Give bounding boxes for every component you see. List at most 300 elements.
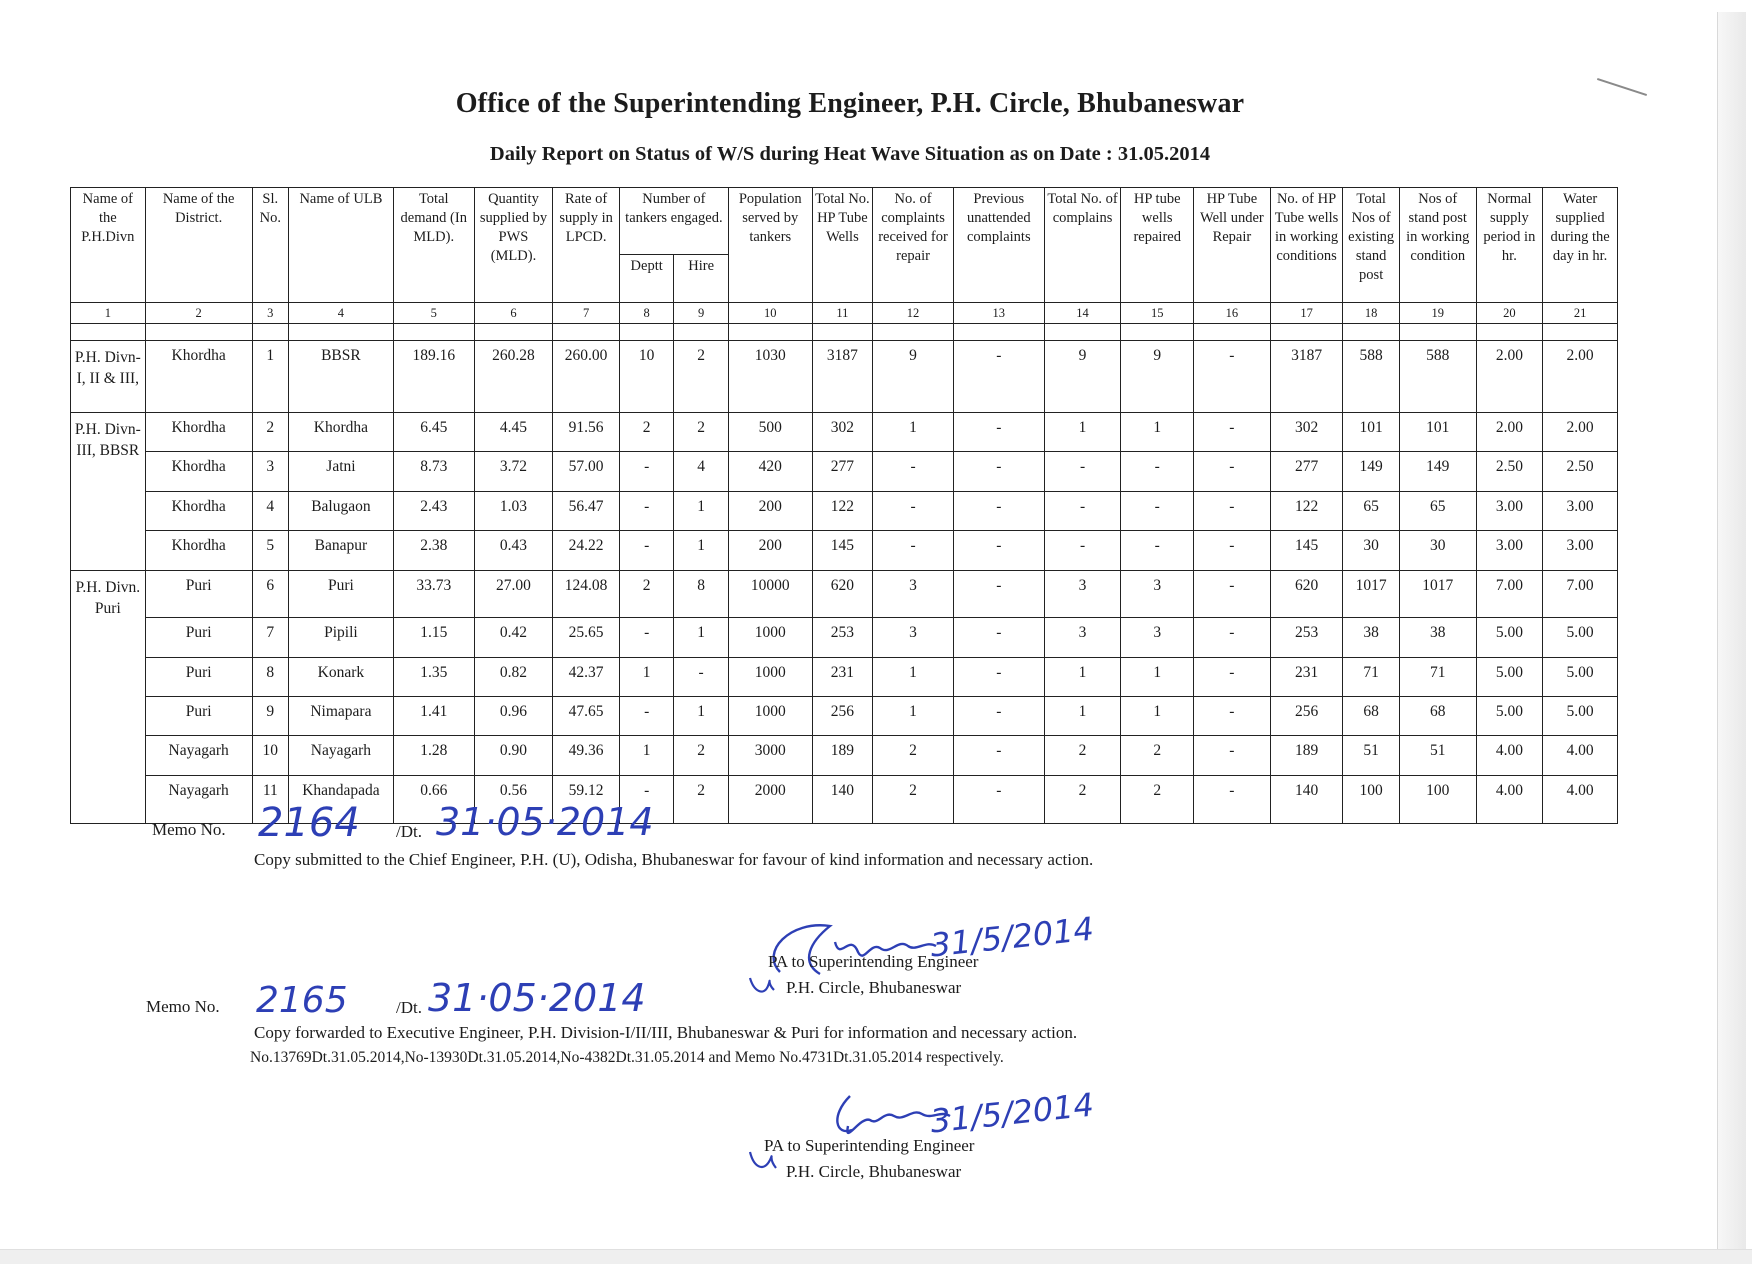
cell-working: 620 — [1270, 570, 1343, 618]
cell-district: Puri — [145, 657, 252, 696]
cell-stand-working: 1017 — [1399, 570, 1476, 618]
cell-stand-total: 38 — [1343, 618, 1400, 657]
cell-supplied: 27.00 — [474, 570, 553, 618]
cell-demand: 1.41 — [393, 696, 474, 735]
page-edge — [1717, 12, 1746, 1252]
cell-supplied: 0.82 — [474, 657, 553, 696]
cell-deptt: - — [619, 452, 673, 491]
cell-ulb: Balugaon — [288, 491, 393, 530]
cell-under-repair: - — [1194, 491, 1271, 530]
cell-demand: 1.35 — [393, 657, 474, 696]
col-header-supplied: Quantity supplied by PWS (MLD). — [474, 188, 553, 303]
cell-under-repair: - — [1194, 341, 1271, 413]
column-number-cell: 10 — [728, 303, 812, 324]
memo2-date: 31·05·2014 — [428, 976, 646, 1020]
cell-total-complaints: 1 — [1044, 657, 1121, 696]
cell-complaints: 1 — [873, 696, 954, 735]
cell-supplied: 0.43 — [474, 531, 553, 570]
cell-ulb: Banapur — [288, 531, 393, 570]
cell-hp-total: 277 — [812, 452, 873, 491]
cell-district: Khordha — [145, 341, 252, 413]
cell-working: 231 — [1270, 657, 1343, 696]
cell-ulb: BBSR — [288, 341, 393, 413]
cell-total-complaints: 3 — [1044, 570, 1121, 618]
cell-prev: - — [953, 696, 1044, 735]
cell-demand: 0.66 — [393, 775, 474, 823]
cell-rate: 57.00 — [553, 452, 620, 491]
cell-rate: 49.36 — [553, 736, 620, 775]
cell-demand: 2.38 — [393, 531, 474, 570]
cell-repaired: - — [1121, 531, 1194, 570]
blank-cell — [1399, 324, 1476, 341]
cell-supplied: 3.72 — [474, 452, 553, 491]
cell-prev: - — [953, 618, 1044, 657]
column-number-cell: 4 — [288, 303, 393, 324]
cell-population: 2000 — [728, 775, 812, 823]
cell-demand: 1.28 — [393, 736, 474, 775]
cell-sl: 10 — [252, 736, 288, 775]
status-table — [70, 187, 1618, 824]
blank-cell — [393, 324, 474, 341]
cell-sl: 8 — [252, 657, 288, 696]
cell-hire: 2 — [674, 736, 728, 775]
cell-under-repair: - — [1194, 618, 1271, 657]
col-header-hp-total: Total No. HP Tube Wells — [812, 188, 873, 303]
cell-demand: 2.43 — [393, 491, 474, 530]
blank-cell — [953, 324, 1044, 341]
col-header-population: Population served by tankers — [728, 188, 812, 303]
cell-prev: - — [953, 341, 1044, 413]
cell-stand-working: 51 — [1399, 736, 1476, 775]
cell-normal: 5.00 — [1476, 657, 1543, 696]
column-number-cell: 9 — [674, 303, 728, 324]
column-number-cell: 21 — [1543, 303, 1618, 324]
cell-deptt: 2 — [619, 412, 673, 451]
cell-complaints: 2 — [873, 775, 954, 823]
column-number-cell: 2 — [145, 303, 252, 324]
cell-hp-total: 231 — [812, 657, 873, 696]
table-row — [71, 736, 1618, 775]
cell-deptt: - — [619, 775, 673, 823]
cell-population: 10000 — [728, 570, 812, 618]
col-header-stand-total: Total Nos of existing stand post — [1343, 188, 1400, 303]
cell-normal: 5.00 — [1476, 618, 1543, 657]
cell-ulb: Konark — [288, 657, 393, 696]
cell-stand-total: 1017 — [1343, 570, 1400, 618]
cell-population: 3000 — [728, 736, 812, 775]
cell-rate: 25.65 — [553, 618, 620, 657]
cell-under-repair: - — [1194, 775, 1271, 823]
cell-total-complaints: 1 — [1044, 696, 1121, 735]
memo1-date: 31·05·2014 — [436, 800, 654, 844]
column-number-row — [71, 303, 1618, 324]
signature2-line2: P.H. Circle, Bhubaneswar — [786, 1162, 962, 1181]
cell-working: 189 — [1270, 736, 1343, 775]
memo1-label: Memo No. — [152, 820, 226, 839]
blank-cell — [252, 324, 288, 341]
col-header-normal: Normal supply period in hr. — [1476, 188, 1543, 303]
cell-hp-total: 256 — [812, 696, 873, 735]
cell-stand-total: 100 — [1343, 775, 1400, 823]
cell-repaired: 3 — [1121, 570, 1194, 618]
cell-complaints: 9 — [873, 341, 954, 413]
blank-cell — [71, 324, 146, 341]
cell-stand-working: 38 — [1399, 618, 1476, 657]
cell-hire: 2 — [674, 412, 728, 451]
cell-rate: 59.12 — [553, 775, 620, 823]
column-number-cell: 17 — [1270, 303, 1343, 324]
cell-stand-total: 65 — [1343, 491, 1400, 530]
cell-hire: 1 — [674, 491, 728, 530]
signature2-line1: PA to Superintending Engineer — [764, 1136, 975, 1155]
blank-row — [71, 324, 1618, 341]
blank-cell — [1343, 324, 1400, 341]
blank-cell — [619, 324, 673, 341]
col-header-sl: Sl. No. — [252, 188, 288, 303]
blank-cell — [873, 324, 954, 341]
cell-total-complaints: - — [1044, 531, 1121, 570]
cell-normal: 3.00 — [1476, 531, 1543, 570]
cell-demand: 1.15 — [393, 618, 474, 657]
cell-stand-working: 100 — [1399, 775, 1476, 823]
column-number-cell: 13 — [953, 303, 1044, 324]
cell-supplied: 0.42 — [474, 618, 553, 657]
cell-working: 145 — [1270, 531, 1343, 570]
cell-ulb: Nimapara — [288, 696, 393, 735]
cell-hire: 1 — [674, 696, 728, 735]
cell-working: 256 — [1270, 696, 1343, 735]
cell-supplied-hr: 3.00 — [1543, 531, 1618, 570]
col-header-prev: Previous unattended complaints — [953, 188, 1044, 303]
blank-cell — [145, 324, 252, 341]
cell-demand: 33.73 — [393, 570, 474, 618]
cell-hire: 8 — [674, 570, 728, 618]
cell-complaints: 3 — [873, 618, 954, 657]
cell-under-repair: - — [1194, 736, 1271, 775]
cell-deptt: - — [619, 618, 673, 657]
memo2-number: 2165 — [256, 980, 348, 1021]
cell-normal: 2.50 — [1476, 452, 1543, 491]
cell-working: 253 — [1270, 618, 1343, 657]
cell-ulb: Khordha — [288, 412, 393, 451]
cell-supplied: 0.90 — [474, 736, 553, 775]
column-number-cell: 11 — [812, 303, 873, 324]
cell-under-repair: - — [1194, 696, 1271, 735]
signature2-date: 31/5/2014 — [928, 1085, 1096, 1141]
column-number-cell: 3 — [252, 303, 288, 324]
memo2-refs: No.13769Dt.31.05.2014,No-13930Dt.31.05.2014,No-4382Dt.31.05.2014 and Memo No.4731Dt.31.05.2014 respectively. — [250, 1049, 1004, 1066]
division-cell: P.H. Divn-I, II & III, — [71, 341, 146, 413]
memo2-label: Memo No. — [146, 997, 220, 1016]
cell-hp-total: 3187 — [812, 341, 873, 413]
cell-prev: - — [953, 570, 1044, 618]
col-header-tankers: Number of tankers engaged. — [619, 188, 728, 255]
cell-district: Nayagarh — [145, 736, 252, 775]
signature1-line2: P.H. Circle, Bhubaneswar — [786, 978, 962, 997]
cell-sl: 4 — [252, 491, 288, 530]
cell-sl: 5 — [252, 531, 288, 570]
col-header-demand: Total demand (In MLD). — [393, 188, 474, 303]
cell-supplied: 4.45 — [474, 412, 553, 451]
cell-stand-total: 68 — [1343, 696, 1400, 735]
table-row — [71, 618, 1618, 657]
cell-sl: 3 — [252, 452, 288, 491]
col-header-stand-working: Nos of stand post in working condition — [1399, 188, 1476, 303]
cell-stand-working: 149 — [1399, 452, 1476, 491]
col-header-supplied-hr: Water supplied during the day in hr. — [1543, 188, 1618, 303]
cell-supplied-hr: 3.00 — [1543, 491, 1618, 530]
cell-prev: - — [953, 491, 1044, 530]
cell-hire: 4 — [674, 452, 728, 491]
column-number-cell: 8 — [619, 303, 673, 324]
col-header-deptt: Deptt — [619, 255, 673, 303]
cell-stand-working: 101 — [1399, 412, 1476, 451]
cell-normal: 4.00 — [1476, 775, 1543, 823]
cell-working: 3187 — [1270, 341, 1343, 413]
cell-sl: 11 — [252, 775, 288, 823]
blank-cell — [553, 324, 620, 341]
cell-total-complaints: - — [1044, 491, 1121, 530]
cell-under-repair: - — [1194, 657, 1271, 696]
cell-normal: 2.00 — [1476, 341, 1543, 413]
column-number-cell: 15 — [1121, 303, 1194, 324]
cell-complaints: 1 — [873, 657, 954, 696]
cell-hire: 2 — [674, 775, 728, 823]
cell-deptt: 1 — [619, 736, 673, 775]
col-header-working: No. of HP Tube wells in working conditions — [1270, 188, 1343, 303]
cell-normal: 5.00 — [1476, 696, 1543, 735]
cell-stand-total: 30 — [1343, 531, 1400, 570]
cell-complaints: - — [873, 491, 954, 530]
column-number-cell: 1 — [71, 303, 146, 324]
cell-hire: - — [674, 657, 728, 696]
cell-district: Khordha — [145, 491, 252, 530]
cell-district: Khordha — [145, 531, 252, 570]
cell-repaired: - — [1121, 491, 1194, 530]
cell-total-complaints: 3 — [1044, 618, 1121, 657]
table-row — [71, 531, 1618, 570]
table-row — [71, 570, 1618, 618]
memo1-text: Copy submitted to the Chief Engineer, P.H. (U), Odisha, Bhubaneswar for favour of kind information and necessary action. — [254, 850, 1094, 869]
cell-population: 1000 — [728, 618, 812, 657]
cell-stand-total: 51 — [1343, 736, 1400, 775]
cell-hp-total: 253 — [812, 618, 873, 657]
cell-prev: - — [953, 531, 1044, 570]
header-row — [71, 188, 1618, 255]
cell-hp-total: 145 — [812, 531, 873, 570]
signature1-date: 31/5/2014 — [928, 909, 1096, 965]
cell-sl: 9 — [252, 696, 288, 735]
cell-sl: 7 — [252, 618, 288, 657]
cell-district: Puri — [145, 618, 252, 657]
cell-repaired: 1 — [1121, 412, 1194, 451]
cell-demand: 6.45 — [393, 412, 474, 451]
cell-repaired: 2 — [1121, 775, 1194, 823]
cell-district: Khordha — [145, 452, 252, 491]
cell-hp-total: 302 — [812, 412, 873, 451]
col-header-hire: Hire — [674, 255, 728, 303]
cell-deptt: 2 — [619, 570, 673, 618]
cell-demand: 189.16 — [393, 341, 474, 413]
column-number-cell: 12 — [873, 303, 954, 324]
cell-hp-total: 122 — [812, 491, 873, 530]
cell-under-repair: - — [1194, 452, 1271, 491]
cell-working: 122 — [1270, 491, 1343, 530]
cell-population: 1000 — [728, 696, 812, 735]
memo1-number: 2164 — [258, 800, 360, 846]
blank-cell — [1044, 324, 1121, 341]
column-number-cell: 5 — [393, 303, 474, 324]
cell-hire: 1 — [674, 618, 728, 657]
cell-repaired: 3 — [1121, 618, 1194, 657]
cell-total-complaints: 2 — [1044, 736, 1121, 775]
table-row — [71, 452, 1618, 491]
cell-ulb: Pipili — [288, 618, 393, 657]
cell-prev: - — [953, 412, 1044, 451]
cell-stand-total: 71 — [1343, 657, 1400, 696]
cell-total-complaints: 1 — [1044, 412, 1121, 451]
column-number-cell: 19 — [1399, 303, 1476, 324]
cell-hire: 1 — [674, 531, 728, 570]
cell-deptt: - — [619, 696, 673, 735]
page-bottom-edge — [0, 1249, 1752, 1264]
column-number-cell: 20 — [1476, 303, 1543, 324]
cell-working: 302 — [1270, 412, 1343, 451]
blank-cell — [728, 324, 812, 341]
report-title: Daily Report on Status of W/S during Heat Wave Situation as on Date : 31.05.2014 — [489, 143, 1211, 165]
cell-complaints: - — [873, 452, 954, 491]
cell-prev: - — [953, 736, 1044, 775]
col-header-rate: Rate of supply in LPCD. — [553, 188, 620, 303]
cell-rate: 91.56 — [553, 412, 620, 451]
cell-district: Puri — [145, 570, 252, 618]
cell-under-repair: - — [1194, 570, 1271, 618]
cell-supplied-hr: 2.50 — [1543, 452, 1618, 491]
column-number-cell: 14 — [1044, 303, 1121, 324]
cell-repaired: 1 — [1121, 657, 1194, 696]
cell-stand-total: 588 — [1343, 341, 1400, 413]
column-number-cell: 16 — [1194, 303, 1271, 324]
cell-repaired: 2 — [1121, 736, 1194, 775]
col-header-repaired: HP tube wells repaired — [1121, 188, 1194, 303]
cell-repaired: 1 — [1121, 696, 1194, 735]
col-header-district: Name of the District. — [145, 188, 252, 303]
cell-population: 200 — [728, 491, 812, 530]
cell-stand-working: 588 — [1399, 341, 1476, 413]
cell-population: 1000 — [728, 657, 812, 696]
cell-rate: 124.08 — [553, 570, 620, 618]
cell-supplied: 260.28 — [474, 341, 553, 413]
cell-deptt: - — [619, 491, 673, 530]
cell-rate: 42.37 — [553, 657, 620, 696]
cell-supplied-hr: 2.00 — [1543, 341, 1618, 413]
blank-cell — [1476, 324, 1543, 341]
blank-cell — [674, 324, 728, 341]
cell-population: 1030 — [728, 341, 812, 413]
cell-rate: 47.65 — [553, 696, 620, 735]
cell-rate: 260.00 — [553, 341, 620, 413]
cell-complaints: 2 — [873, 736, 954, 775]
column-number-cell: 7 — [553, 303, 620, 324]
cell-supplied: 0.96 — [474, 696, 553, 735]
cell-district: Khordha — [145, 412, 252, 451]
blank-cell — [1121, 324, 1194, 341]
cell-population: 420 — [728, 452, 812, 491]
blank-cell — [1194, 324, 1271, 341]
table-row — [71, 412, 1618, 451]
cell-stand-working: 30 — [1399, 531, 1476, 570]
memo1-dt-label: /Dt. — [396, 822, 422, 841]
blank-cell — [812, 324, 873, 341]
cell-under-repair: - — [1194, 531, 1271, 570]
cell-hire: 2 — [674, 341, 728, 413]
cell-demand: 8.73 — [393, 452, 474, 491]
cell-hp-total: 140 — [812, 775, 873, 823]
col-header-total-complaints: Total No. of complains — [1044, 188, 1121, 303]
cell-supplied-hr: 5.00 — [1543, 618, 1618, 657]
cell-complaints: 1 — [873, 412, 954, 451]
blank-cell — [1270, 324, 1343, 341]
table-row — [71, 696, 1618, 735]
cell-stand-working: 68 — [1399, 696, 1476, 735]
cell-ulb: Jatni — [288, 452, 393, 491]
col-header-ulb: Name of ULB — [288, 188, 393, 303]
signature1-line1: PA to Superintending Engineer — [768, 952, 979, 971]
cell-ulb: Nayagarh — [288, 736, 393, 775]
cell-normal: 7.00 — [1476, 570, 1543, 618]
cell-supplied-hr: 5.00 — [1543, 696, 1618, 735]
memo2-text: Copy forwarded to Executive Engineer, P.H. Division-I/II/III, Bhubaneswar & Puri for information and necessary action. — [254, 1023, 1078, 1042]
cell-supplied-hr: 2.00 — [1543, 412, 1618, 451]
table-row — [71, 341, 1618, 413]
cell-population: 500 — [728, 412, 812, 451]
office-title: Office of the Superintending Engineer, P.H. Circle, Bhubaneswar — [455, 88, 1245, 119]
cell-stand-total: 149 — [1343, 452, 1400, 491]
cell-hp-total: 620 — [812, 570, 873, 618]
table-row — [71, 491, 1618, 530]
cell-normal: 2.00 — [1476, 412, 1543, 451]
blank-cell — [474, 324, 553, 341]
cell-repaired: 9 — [1121, 341, 1194, 413]
cell-stand-working: 71 — [1399, 657, 1476, 696]
cell-deptt: 10 — [619, 341, 673, 413]
cell-deptt: 1 — [619, 657, 673, 696]
cell-rate: 24.22 — [553, 531, 620, 570]
cell-supplied-hr: 4.00 — [1543, 736, 1618, 775]
cell-prev: - — [953, 452, 1044, 491]
cell-total-complaints: 2 — [1044, 775, 1121, 823]
cell-hp-total: 189 — [812, 736, 873, 775]
blank-cell — [1543, 324, 1618, 341]
cell-population: 200 — [728, 531, 812, 570]
cell-sl: 2 — [252, 412, 288, 451]
cell-supplied-hr: 7.00 — [1543, 570, 1618, 618]
cell-sl: 1 — [252, 341, 288, 413]
col-header-under-repair: HP Tube Well under Repair — [1194, 188, 1271, 303]
cell-under-repair: - — [1194, 412, 1271, 451]
col-header-divn: Name of the P.H.Divn — [71, 188, 146, 303]
column-number-cell: 6 — [474, 303, 553, 324]
cell-supplied: 0.56 — [474, 775, 553, 823]
cell-repaired: - — [1121, 452, 1194, 491]
cell-complaints: - — [873, 531, 954, 570]
cell-total-complaints: - — [1044, 452, 1121, 491]
cell-district: Puri — [145, 696, 252, 735]
col-header-complaints: No. of complaints received for repair — [873, 188, 954, 303]
cell-working: 140 — [1270, 775, 1343, 823]
cell-prev: - — [953, 775, 1044, 823]
cell-ulb: Puri — [288, 570, 393, 618]
